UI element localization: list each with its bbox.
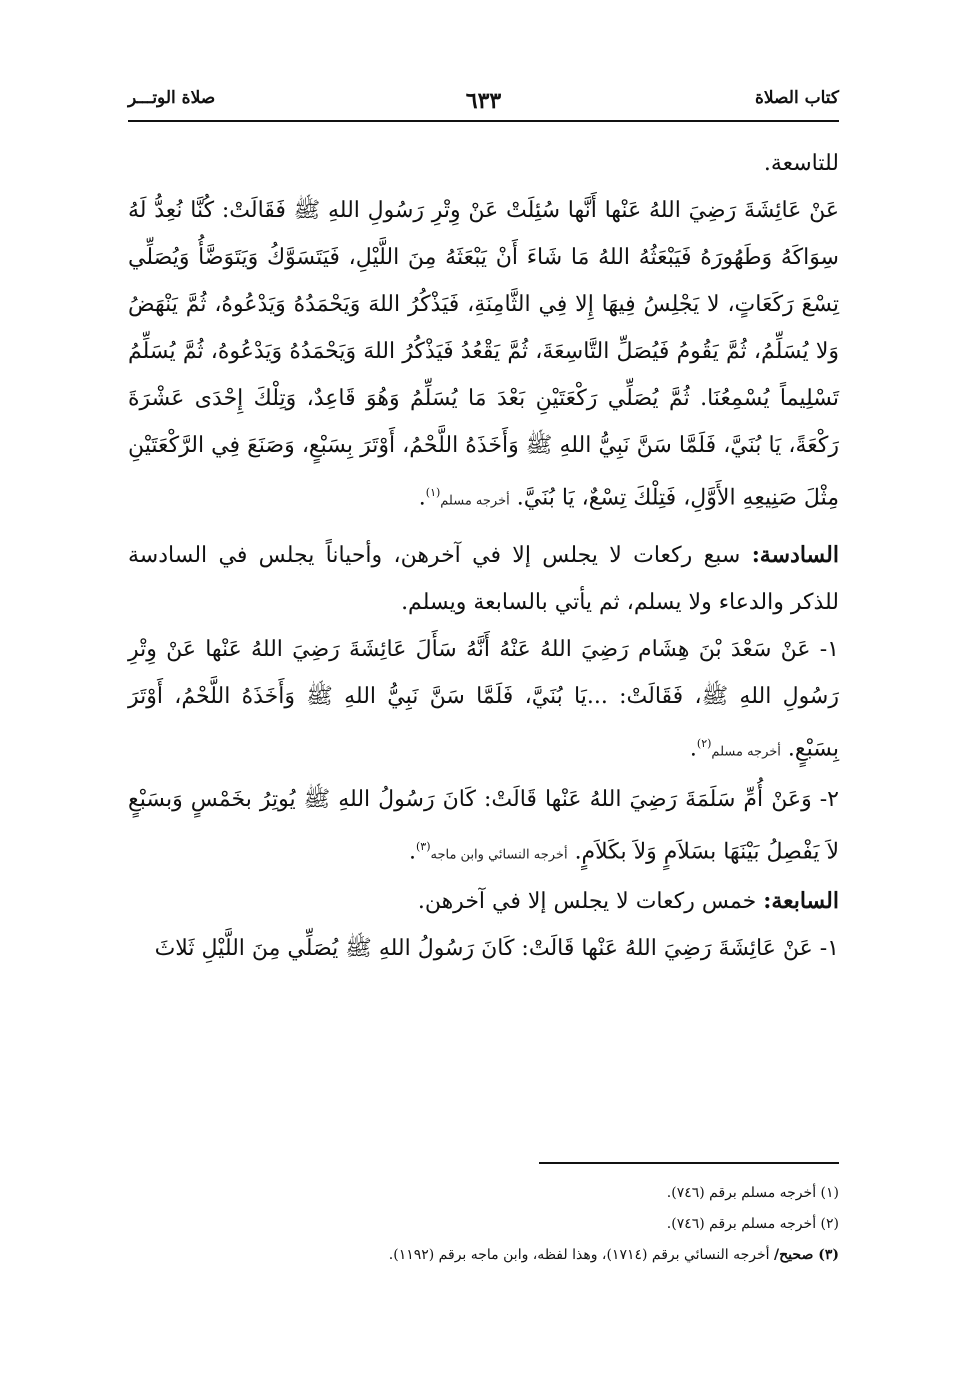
footnote-marker: (١) <box>425 486 441 499</box>
hadith-reference: أخرجه مسلم <box>711 744 781 760</box>
footnote-grade: (٣) صحيح/ <box>774 1247 839 1263</box>
section-text: سبع ركعات لا يجلس إلا في آخرهن، وأحياناً يجلس في السادسة للذكر والدعاء ولا يسلم، ثم يأتي بالسابعة ويسلم. <box>128 543 839 616</box>
footnote-divider <box>539 1162 839 1164</box>
line-continuation: للتاسعة. <box>763 151 839 176</box>
footnote-marker: (٣) <box>415 839 431 853</box>
numbered-hadith: ٢- وَعَنْ أُمِّ سَلَمَةَ رَضِيَ اللهُ عَنْها قَالَتْ: كَانَ رَسُولُ اللهِ ﷺ يُوتِرُ بخَمْسٍ وَبسَبْعٍ لاَ يَفْصِلُ بَيْنَهَا بسَلاَمٍ وَلاَ بكَلاَمٍ. أخرجه النسائي وابن ماجه$^{(٣)}$. <box>128 786 839 864</box>
hadith-text: عَنْ عَائِشَةَ رَضِيَ اللهُ عَنْها أَنَّها سُئِلَتْ عَنْ وِتْرِ رَسُولِ اللهِ ﷺ فَقَالَتْ: كُنَّا نُعِدُّ لَهُ سِوَاكَهُ وَطَهُورَهُ فَيَبْعَثُهُ اللهُ مَا شَاءَ أَنْ يَبْعَثَهُ مِنَ اللَّيْلِ، فَيَتَسَوَّكُ وَيَتَوَضَّأُ وَيُصَلِّي تِسْعَ رَكَعَاتٍ، لا يَجْلِسُ فِيهَا إِلا فِي الثَّامِنَةِ، فَيَذْكُرُ اللهَ وَيَحْمَدُهُ وَيَدْعُوهُ، ثُمَّ يَنْهَضُ وَلا يُسَلِّمُ، ثُمَّ يَقُومُ فَيُصَلِّ التَّاسِعَةَ، ثُمَّ يَقْعُدُ فَيَذْكُرُ اللهَ وَيَحْمَدُهُ وَيَدْعُوهُ، ثُمَّ يُسَلِّمُ تَسْلِيماً يُسْمِعُنَا. ثُمَّ يُصَلِّي رَكْعَتَيْنِ بَعْدَ مَا يُسَلِّمُ وَهُوَ قَاعِدٌ، وَتِلْكَ إِحْدَى عَشْرَةَ رَكْعَةً، يَا بُنَيَّ، فَلَمَّا سَنَّ نَبِيُّ اللهِ ﷺ وَأَخَذَهُ اللَّحْمُ، أَوْتَرَ بِسَبْعٍ، وَصَنَعَ فِي الرَّكْعَتَيْنِ مِثْلَ صَنِيعِهِ الأَوَّلِ، فَتِلْكَ تِسْعٌ، يَا بُنَيَّ. <box>128 198 839 511</box>
chapter-title: صلاة الوتـــر <box>128 88 216 108</box>
section-sixth <box>128 532 839 626</box>
numbered-hadith: ١- عَنْ سَعْدَ بْنَ هِشَام رَضِيَ اللهُ عَنْهُ أَنَّهُ سَأَلَ عَائِشَةَ رَضِيَ اللهُ عَنْها عَنْ وِتْرِ رَسُولِ اللهِ ﷺ، فَقَالَتْ: ...يَا بُنَيَّ، فَلَمَّا سَنَّ نَبِيُّ اللهِ ﷺ وَأَخَذَهُ اللَّحْمُ، أَوْتَرَ بِسَبْعٍ. أخرجه مسلم$^{(٢)}$. <box>128 637 839 762</box>
page-header <box>128 84 839 122</box>
page-number: ٦٣٣ <box>465 88 502 114</box>
item-number: ٢- <box>819 786 839 812</box>
footnotes <box>128 1178 839 1271</box>
hadith-reference: أخرجه النسائي وابن ماجه <box>430 846 568 862</box>
item-number: ١- <box>819 637 839 663</box>
section-label: السادسة: <box>751 542 839 569</box>
footnote-2: (٢) أخرجه مسلم برقم (٧٤٦). <box>666 1216 839 1232</box>
hadith-reference: أخرجه مسلم <box>440 493 510 509</box>
item-number: ١- <box>819 935 839 961</box>
page-body <box>128 140 839 972</box>
footnote-marker: (٢) <box>696 737 712 751</box>
section-text: خمس ركعات لا يجلس إلا في آخرهن. <box>417 888 757 914</box>
section-seventh <box>128 878 839 925</box>
footnote-text: أخرجه النسائي برقم (١٧١٤)، وهذا لفظه، وابن ماجه برقم (١١٩٢). <box>388 1247 770 1263</box>
numbered-hadith <box>128 925 839 972</box>
footnote-3 <box>128 1240 839 1271</box>
hadith-text: عَنْ سَعْدَ بْنَ هِشَام رَضِيَ اللهُ عَنْهُ أَنَّهُ سَأَلَ عَائِشَةَ رَضِيَ اللهُ عَنْها عَنْ وِتْرِ رَسُولِ اللهِ ﷺ، فَقَالَتْ: ...يَا بُنَيَّ، فَلَمَّا سَنَّ نَبِيُّ اللهِ ﷺ وَأَخَذَهُ اللَّحْمُ، أَوْتَرَ بِسَبْعٍ. <box>128 637 839 762</box>
hadith-paragraph: عَنْ عَائِشَةَ رَضِيَ اللهُ عَنْها أَنَّها سُئِلَتْ عَنْ وِتْرِ رَسُولِ اللهِ ﷺ فَقَالَتْ: كُنَّا نُعِدُّ لَهُ سِوَاكَهُ وَطَهُورَهُ فَيَبْعَثُهُ اللهُ مَا شَاءَ أَنْ يَبْعَثَهُ مِنَ اللَّيْلِ، فَيَتَسَوَّكُ وَيَتَوَضَّأُ وَيُصَلِّي تِسْعَ رَكَعَاتٍ، لا يَجْلِسُ فِيهَا إِلا فِي الثَّامِنَةِ، فَيَذْكُرُ اللهَ وَيَحْمَدُهُ وَيَدْعُوهُ، ثُمَّ يَنْهَضُ وَلا يُسَلِّمُ، ثُمَّ يَقُومُ فَيُصَلِّ التَّاسِعَةَ، ثُمَّ يَقْعُدُ فَيَذْكُرُ اللهَ وَيَحْمَدُهُ وَيَدْعُوهُ، ثُمَّ يُسَلِّمُ تَسْلِيماً يُسْمِعُنَا. ثُمَّ يُصَلِّي رَكْعَتَيْنِ بَعْدَ مَا يُسَلِّمُ وَهُوَ قَاعِدٌ، وَتِلْكَ إِحْدَى عَشْرَةَ رَكْعَةً، يَا بُنَيَّ، فَلَمَّا سَنَّ نَبِيُّ اللهِ ﷺ وَأَخَذَهُ اللَّحْمُ، أَوْتَرَ بِسَبْعٍ، وَصَنَعَ فِي الرَّكْعَتَيْنِ مِثْلَ صَنِيعِهِ الأَوَّلِ، فَتِلْكَ تِسْعٌ، يَا بُنَيَّ. أخرجه مسلم$^{(١)}$. <box>128 198 839 511</box>
footnote-1: (١) أخرجه مسلم برقم (٧٤٦). <box>666 1185 839 1201</box>
hadith-text: وَعَنْ أُمِّ سَلَمَةَ رَضِيَ اللهُ عَنْها قَالَتْ: كَانَ رَسُولُ اللهِ ﷺ يُوتِرُ بخَمْسٍ وَبسَبْعٍ لاَ يَفْصِلُ بَيْنَهَا بسَلاَمٍ وَلاَ بكَلاَمٍ. <box>128 786 839 864</box>
section-label: السابعة: <box>763 887 839 914</box>
book-title: كتاب الصلاة <box>754 88 839 108</box>
hadith-text: عَنْ عَائِشَةَ رَضِيَ اللهُ عَنْها قَالَتْ: كَانَ رَسُولُ اللهِ ﷺ يُصَلِّي مِنَ اللَّيْلِ ثَلاثَ <box>154 935 813 961</box>
